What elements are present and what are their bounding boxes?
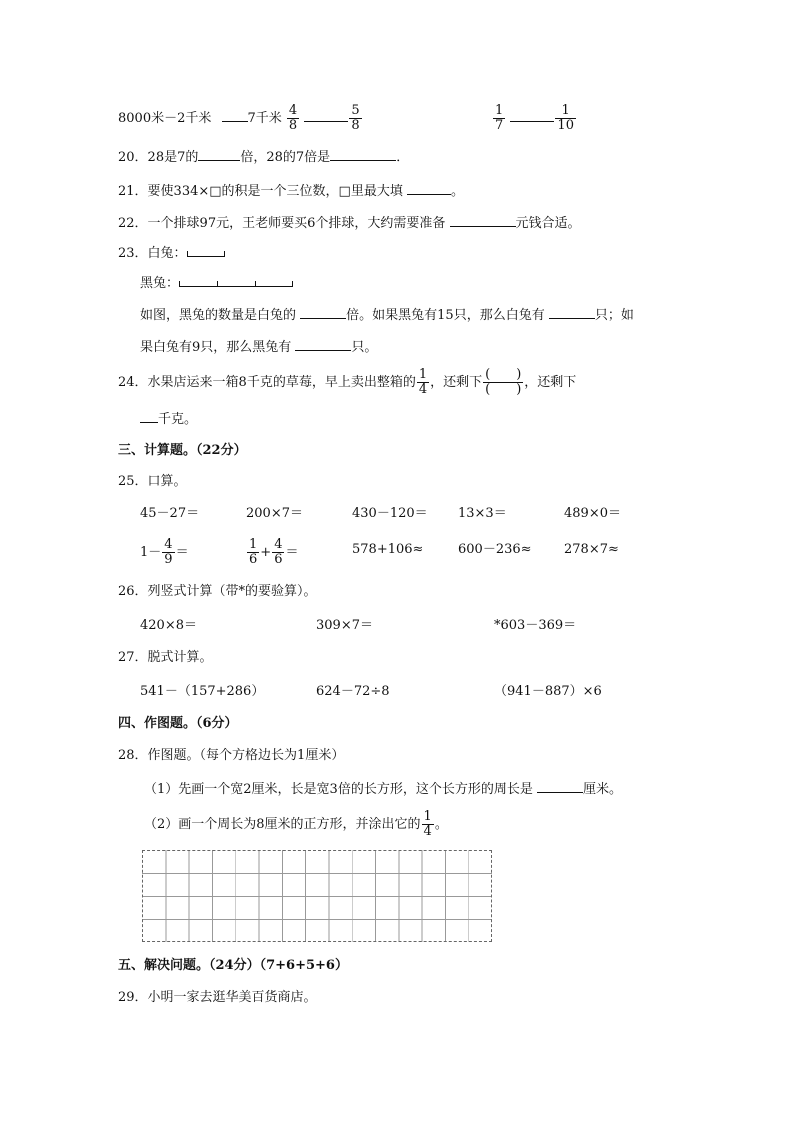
question-23-text2: 果白兔有9只，那么黑兔有 只。 — [140, 336, 377, 358]
question-24-cont: 千克。 — [140, 408, 197, 430]
vertical-calc: 309×7＝ — [316, 618, 373, 633]
answer-blank[interactable] — [198, 146, 240, 161]
stepwise-calc: （941－887）×6 — [494, 684, 602, 699]
oral-calc: 278×7≈ — [564, 542, 619, 557]
answer-blank[interactable] — [300, 304, 346, 319]
oral-calc: 13×3＝ — [458, 506, 507, 521]
drawing-grid[interactable] — [142, 850, 492, 942]
fraction-blank[interactable]: $\frac{( )}{( )}$ — [485, 367, 522, 397]
answer-blank[interactable] — [450, 212, 516, 227]
white-rabbit-bar — [187, 250, 225, 257]
question-23-white: 23．白兔： — [118, 244, 225, 264]
answer-blank[interactable] — [222, 107, 248, 122]
question-27-title: 27．脱式计算。 — [118, 650, 213, 665]
question-24: 24．水果店运来一箱8千克的草莓，早上卖出整箱的 $\frac{1}{4}$ ，还剩下 $\frac{( )}{( )}$ ，还剩下 — [118, 367, 577, 397]
answer-blank[interactable] — [549, 304, 595, 319]
question-25-title: 25．口算。 — [118, 474, 187, 489]
fraction: $\frac{5}{8}$ — [351, 103, 360, 133]
oral-calc: 600－236≈ — [458, 542, 532, 557]
oral-calc: 578+106≈ — [352, 542, 424, 557]
answer-blank[interactable] — [330, 146, 396, 161]
section-5-heading: 五、解决问题。（24分）（7+6+5+6） — [118, 958, 348, 973]
question-28-title: 28．作图题。（每个方格边长为1厘米） — [118, 748, 345, 763]
answer-blank[interactable] — [537, 778, 583, 793]
vertical-calc: 420×8＝ — [140, 618, 197, 633]
fraction: $\frac{1}{4}$ — [423, 809, 432, 839]
compare-fractions — [492, 104, 577, 133]
answer-blank[interactable] — [140, 408, 158, 423]
oral-calc: 45－27＝ — [140, 506, 200, 521]
question-21: 21．要使334×□的积是一个三位数，□里最大填 。 — [118, 180, 464, 202]
oral-calc: 489×0＝ — [564, 506, 621, 521]
answer-blank[interactable] — [407, 180, 451, 195]
fraction: $\frac{4}{8}$ — [288, 103, 298, 133]
question-29: 29．小明一家去逛华美百货商店。 — [118, 990, 317, 1005]
fraction: $\frac{1}{7}$ — [495, 103, 504, 133]
question-22: 22．一个排球97元，王老师要买6个排球，大约需要准备 元钱合适。 — [118, 212, 581, 234]
section-3-heading: 三、计算题。（22分） — [118, 443, 247, 458]
section-4-heading: 四、作图题。（6分） — [118, 716, 238, 731]
oral-calc-fraction: 1－ $\frac{4}{9}$ ＝ — [140, 537, 189, 567]
oral-calc-fraction: $\frac{1}{6}$ + $\frac{4}{6}$ ＝ — [249, 537, 299, 567]
answer-blank[interactable] — [295, 336, 351, 351]
answer-blank[interactable] — [304, 107, 348, 122]
question-20: 20．28是7的 倍，28的7倍是 ． — [118, 146, 409, 168]
vertical-calc: *603－369＝ — [494, 618, 577, 633]
question-23-black: 黑兔： — [140, 274, 293, 294]
fraction: $\frac{1}{10}$ — [557, 103, 574, 133]
question-28-part2: （2）画一个周长为8厘米的正方形，并涂出它的 $\frac{1}{4}$ 。 — [144, 809, 448, 839]
question-23-text: 如图，黑兔的数量是白兔的 倍。如果黑兔有15只，那么白兔有 只；如 — [140, 304, 634, 326]
fraction: $\frac{1}{4}$ — [418, 367, 428, 397]
question-28-part1: （1）先画一个宽2厘米，长是宽3倍的长方形，这个长方形的周长是 厘米。 — [144, 778, 622, 800]
oral-calc: 200×7＝ — [246, 506, 303, 521]
oral-calc: 430－120＝ — [352, 506, 428, 521]
compare-row: 8000米－2千米 7千米 $\frac{4}{8}$ $\frac{5}{8}$ — [118, 103, 360, 133]
black-rabbit-bar — [179, 280, 293, 287]
stepwise-calc: 624－72÷8 — [316, 684, 390, 699]
stepwise-calc: 541－（157+286） — [140, 684, 265, 699]
question-26-title: 26．列竖式计算（带*的要验算）。 — [118, 584, 317, 599]
answer-blank[interactable] — [510, 107, 554, 122]
